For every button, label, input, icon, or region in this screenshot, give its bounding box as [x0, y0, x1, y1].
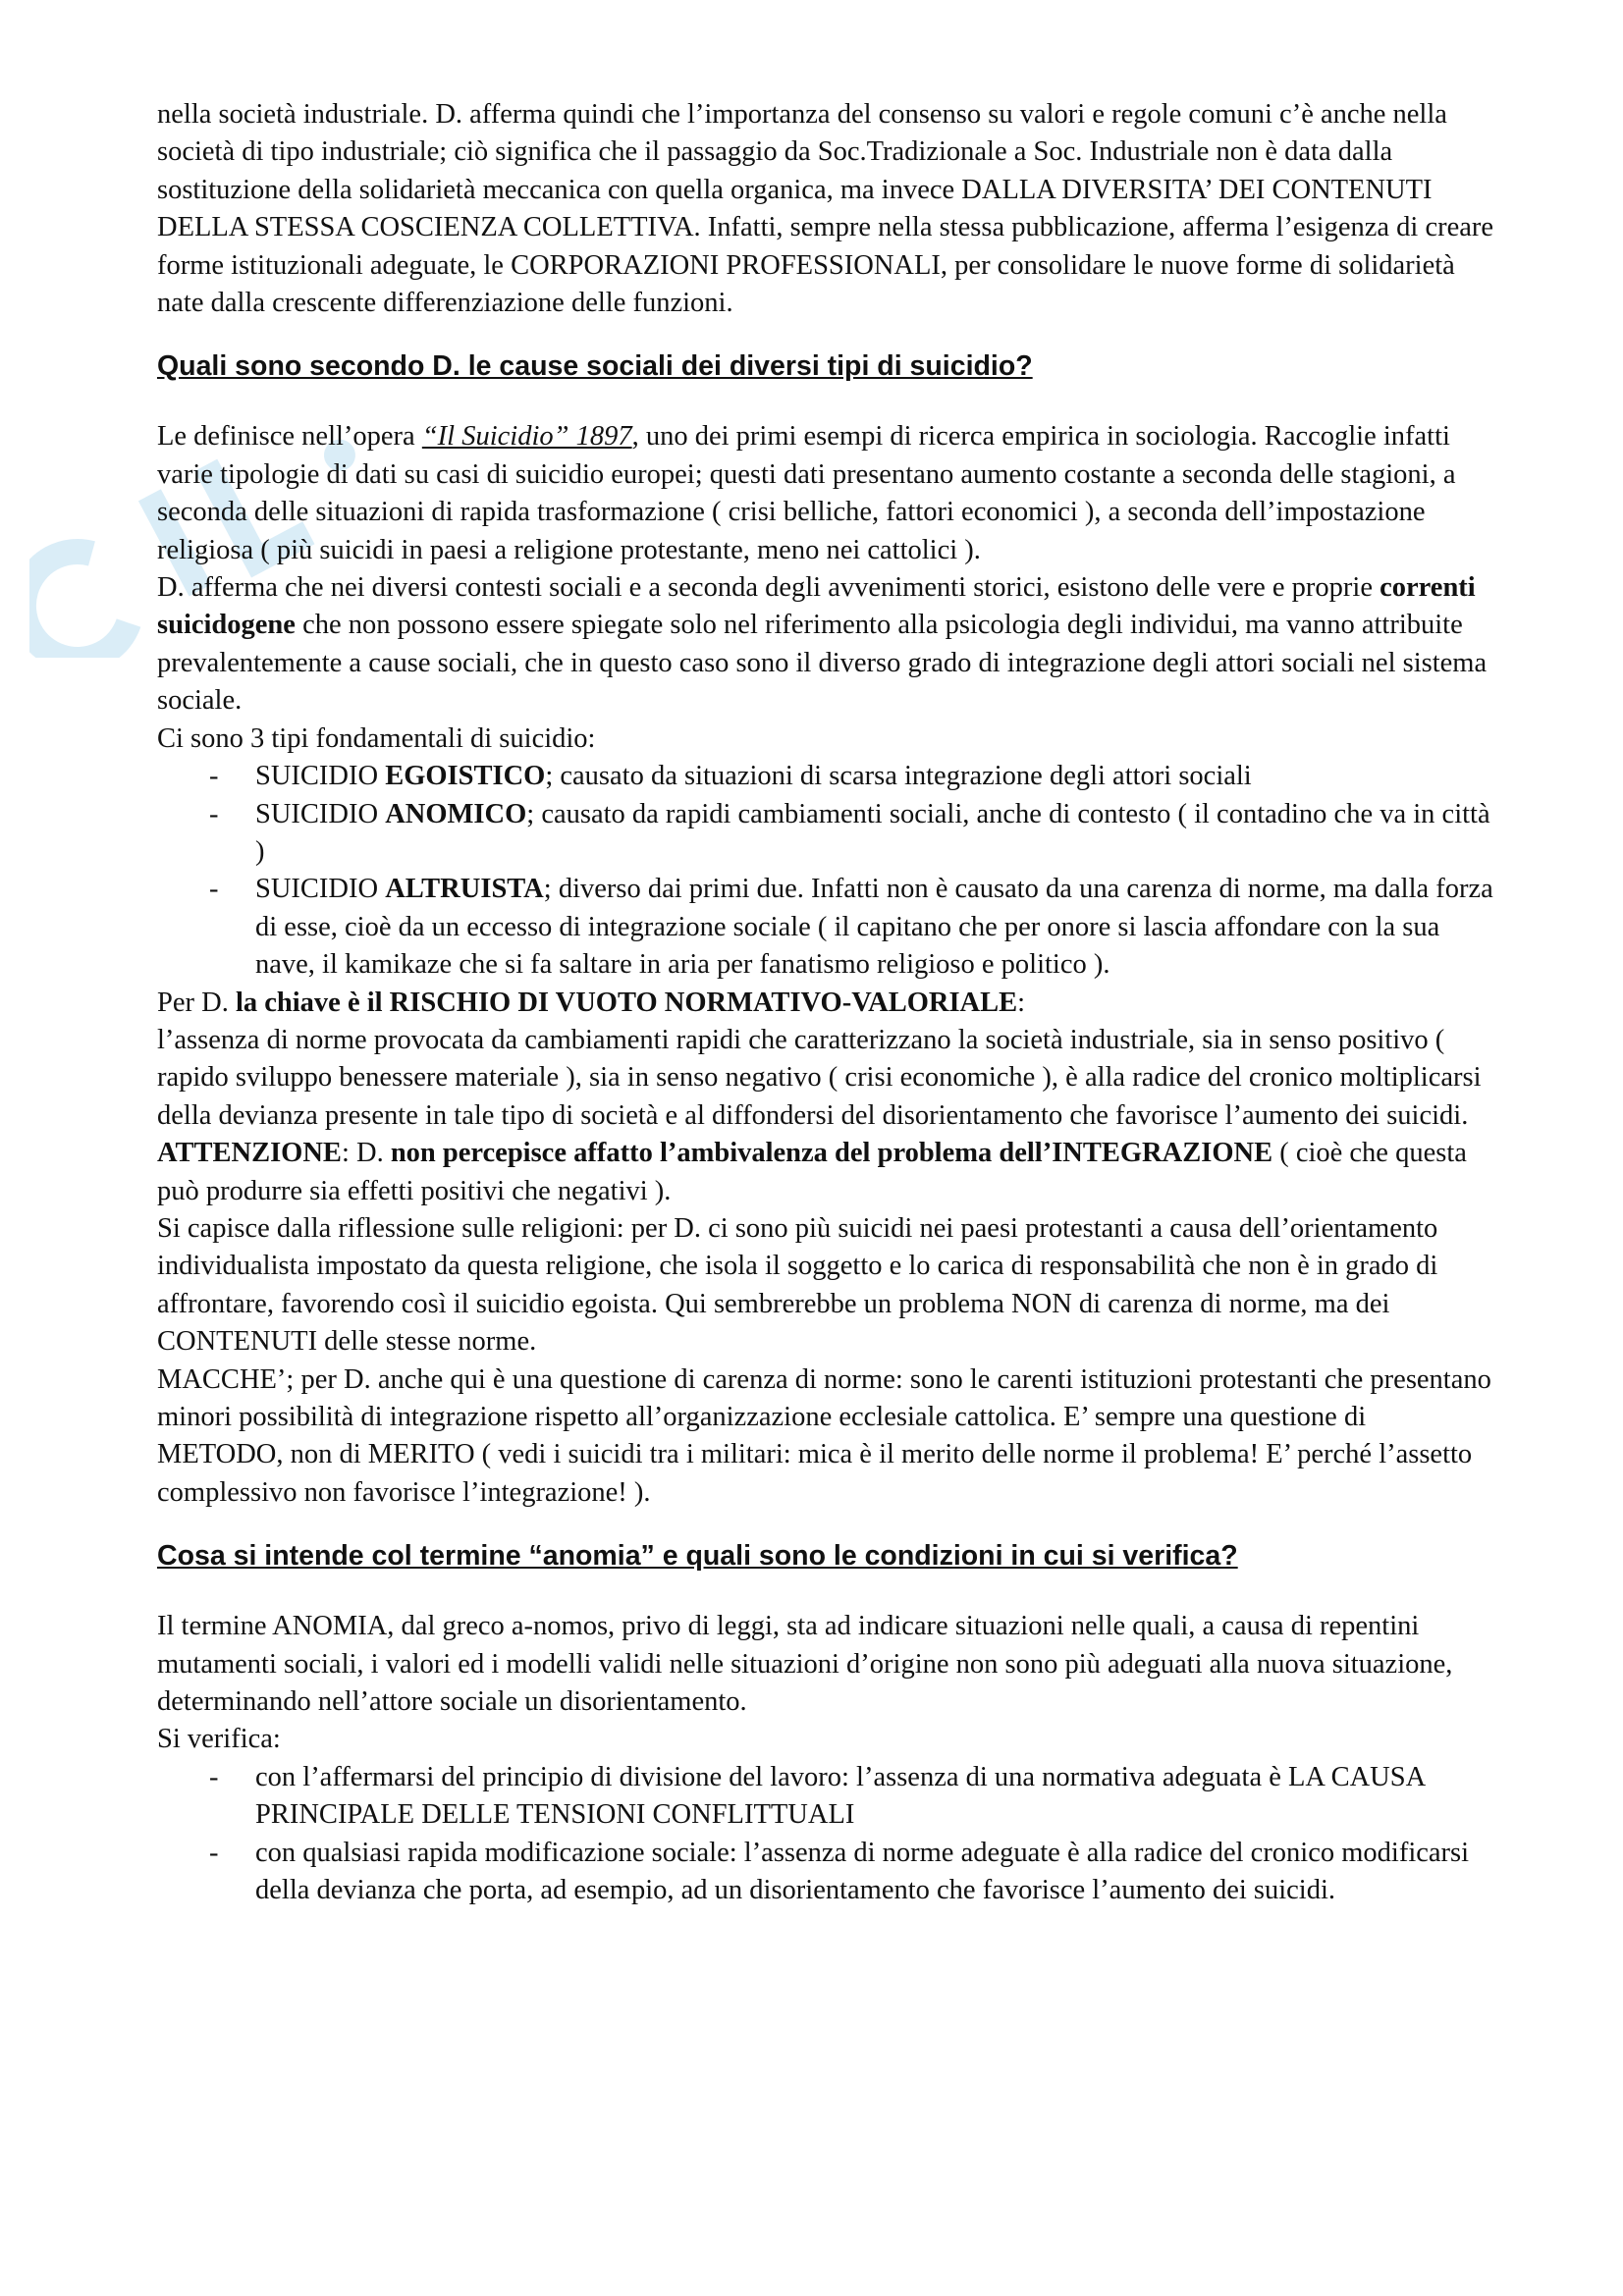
anomia-definition-paragraph: Il termine ANOMIA, dal greco a-nomos, privo di leggi, sta ad indicare situazioni nelle quali, a causa di repentini mutamenti sociali, i valori ed i modelli validi nelle situazioni d’origine non sono più adeguati alla nuova situazione, determinando nell’attore sociale un disorientamento. — [157, 1611, 1453, 1718]
religion-paragraph: Si capisce dalla riflessione sulle religioni: per D. ci sono più suicidi nei paesi protestanti a causa dell’orientamento individualista impostato da questa religione, che isola il soggetto e lo carica di responsabilità che non è in grado di affrontare, favorendo così il suicidio egoista. Qui sembrerebbe un problema NON di carenza di norme, ma dei CONTENUTI delle stesse norme. — [157, 1212, 1438, 1358]
occurs-intro: Si verifica: — [157, 1724, 281, 1755]
key-statement: Per D. la chiave è il RISCHIO DI VUOTO NORMATIVO-VALORIALE: — [157, 987, 1026, 1018]
list-item: - SUICIDIO ANOMICO; causato da rapidi cambiamenti sociali, anche di contesto ( il contadino che va in città ) — [255, 796, 1497, 872]
suicide-intro-paragraph: Le definisce nell’opera “Il Suicidio” 1897, uno dei primi esempi di ricerca empirica in sociologia. Raccoglie infatti varie tipologie di dati su casi di suicidio europei; questi dati presentano aumento costante a seconda delle stagioni, a seconda delle situazioni di rapida trasformazione ( crisi belliche, fattori economici ), a seconda dell’impostazione religiosa ( più suicidi in paesi a religione protestante, meno nei cattolici ). — [157, 421, 1456, 565]
work-title: “Il Suicidio” 1897 — [421, 421, 632, 453]
question-heading-anomia: Cosa si intende col termine “anomia” e quali sono le condizioni in cui si verifica? — [157, 1540, 1238, 1573]
suicide-types-list — [157, 758, 1497, 984]
suicidogenic-currents-paragraph: D. afferma che nei diversi contesti sociali e a seconda degli avvenimenti storici, esistono delle vere e proprie correnti suicidogene che non possono essere spiegate solo nel riferimento alla psicologia degli individui, ma vanno attribuite prevalentemente a cause sociali, che in questo caso sono il diverso grado di integrazione degli attori sociali nel sistema sociale. — [157, 572, 1488, 717]
normative-void-paragraph: l’assenza di norme provocata da cambiamenti rapidi che caratterizzano la società industriale, sia in senso positivo ( rapido sviluppo benessere materiale ), sia in senso negativo ( crisi economiche ), è alla radice del cronico moltiplicarsi della devianza presente in tale tipo di società e al diffondersi del disorientamento che favorisce l’aumento dei suicidi. — [157, 1024, 1482, 1131]
intro-paragraph: nella società industriale. D. afferma quindi che l’importanza del consenso su valori e regole comuni c’è anche nella società di tipo industriale; ciò significa che il passaggio da Soc.Tradizionale a Soc. Industriale non è data dalla sostituzione della solidarietà meccanica con quella organica, ma invece DALLA DIVERSITA’ DEI CONTENUTI DELLA STESSA COSCIENZA COLLETTIVA. Infatti, sempre nella stessa pubblicazione, afferma l’esigenza di creare forme istituzionali adeguate, le CORPORAZIONI PROFESSIONALI, per consolidare le nuove forme di solidarietà nate dalla crescente differenziazione delle funzioni. — [157, 99, 1494, 319]
list-item: - SUICIDIO EGOISTICO; causato da situazioni di scarsa integrazione degli attori sociali — [255, 758, 1497, 795]
document-page — [157, 96, 1497, 1909]
macche-paragraph: MACCHE’; per D. anche qui è una questione di carenza di norme: sono le carenti istituzioni protestanti che presentano minori possibilità di integrazione rispetto all’organizzazione ecclesiale cattolica. E’ sempre una questione di METODO, non di MERITO ( vedi i suicidi tra i militari: mica è il merito delle norme il problema! E’ perché l’assetto complessivo non favorisce l’integrazione! ). — [157, 1363, 1491, 1508]
list-item: - con qualsiasi rapida modificazione sociale: l’assenza di norme adeguate è alla radice del cronico modificarsi della devianza che porta, ad esempio, ad un disorientamento che favorisce l’aumento dei suicidi. — [255, 1835, 1497, 1910]
list-item: - SUICIDIO ALTRUISTA; diverso dai primi due. Infatti non è causato da una carenza di norme, ma dalla forza di esse, cioè da un eccesso di integrazione sociale ( il capitano che per onore si lascia affondare con la sua nave, il kamikaze che si fa saltare in aria per fanatismo religioso e politico ). — [255, 871, 1497, 984]
anomia-conditions-list — [157, 1759, 1497, 1910]
list-item: - con l’affermarsi del principio di divisione del lavoro: l’assenza di una normativa adeguata è LA CAUSA PRINCIPALE DELLE TENSIONI CONFLITTUALI — [255, 1759, 1497, 1835]
attention-paragraph: ATTENZIONE: D. non percepisce affatto l’ambivalenza del problema dell’INTEGRAZIONE ( cioè che questa può produrre sia effetti positivi che negativi ). — [157, 1138, 1467, 1206]
types-intro: Ci sono 3 tipi fondamentali di suicidio: — [157, 722, 596, 754]
question-heading-suicide: Quali sono secondo D. le cause sociali dei diversi tipi di suicidio? — [157, 350, 1033, 383]
